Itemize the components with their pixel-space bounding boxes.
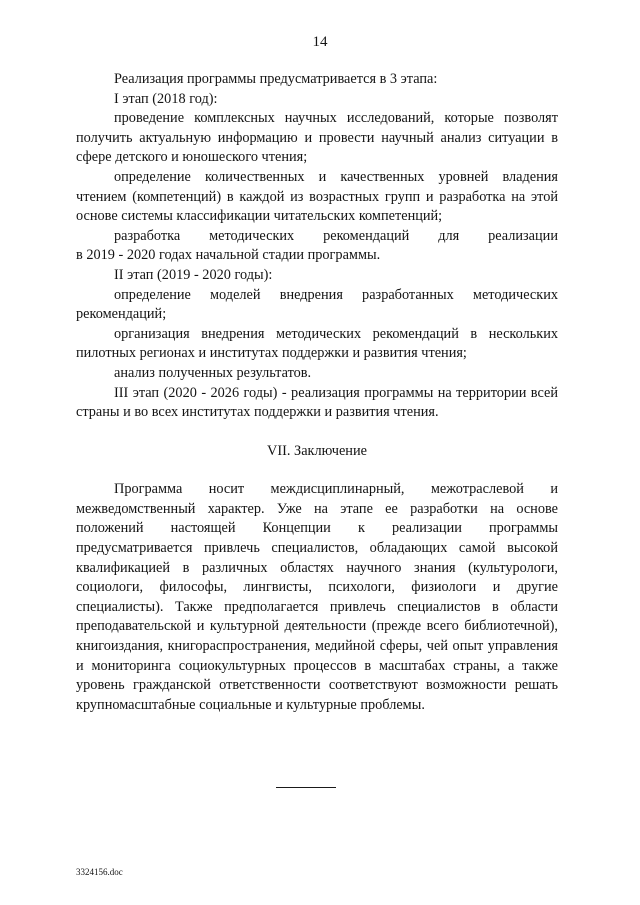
word: для <box>438 227 460 244</box>
stage1-item-3-line2: в 2019 - 2020 годах начальной стадии программы. <box>76 247 381 264</box>
word: рекомендаций <box>323 227 410 244</box>
end-divider <box>276 787 336 788</box>
word: методических <box>209 227 295 244</box>
stage1-item-2: определение количественных и качественных уровней владения чтением (компетенций) в каждой из возрастных групп и разработка на этой основе системы классификации читательских компетенций; <box>76 168 558 225</box>
page-number: 14 <box>312 34 328 50</box>
conclusion-section <box>76 480 558 715</box>
section-heading: VII. Заключение <box>267 442 367 459</box>
stage1-item-3-line1 <box>76 227 558 247</box>
stage2-item-3: анализ полученных результатов. <box>114 364 312 381</box>
stage2-item-1: определение моделей внедрения разработанных методических рекомендаций; <box>76 286 558 323</box>
word: разработка <box>114 227 181 244</box>
stage3-paragraph: III этап (2020 - 2026 годы) - реализация программы на территории всей страны и во всех институтах поддержки и развития чтения. <box>76 384 558 421</box>
stage2-item-2: организация внедрения методических рекомендаций в нескольких пилотных регионах и институтах поддержки и развития чтения; <box>76 325 558 362</box>
word: реализации <box>488 227 558 244</box>
document-id: 3324156.doc <box>76 867 123 877</box>
stage2-title: II этап (2019 - 2020 годы): <box>114 266 273 283</box>
conclusion-paragraph: Программа носит междисциплинарный, межотраслевой и межведомственный характер. Уже на этапе ее разработки на основе положений настоящей Концепции к реализации программы предусматривается привлечь специалистов, обладающих самой высокой квалификацией в различных областях научного знания (культурологи, социологи, философы, лингвисты, психологи, физиологи и другие специалисты). Также предполагается привлечь специалистов в области преподавательской и культурной деятельности (прежде всего библиотечной), книгоиздания, книгораспространения, медийной сферы, чей опыт управления и мониторинга социокультурных процессов в масштабах страны, а также уровень гражданской ответственности соответствуют возможности решать крупномасштабные социальные и культурные проблемы. <box>76 481 558 713</box>
document-body <box>76 70 558 715</box>
program-intro: Реализация программы предусматривается в 3 этапа: <box>114 71 438 87</box>
stage1-item-1: проведение комплексных научных исследований, которые позволят получить актуальную информацию и провести научный анализ ситуации в сфере детского и юношеского чтения; <box>76 110 558 166</box>
stage1-title: I этап (2018 год): <box>114 90 218 107</box>
